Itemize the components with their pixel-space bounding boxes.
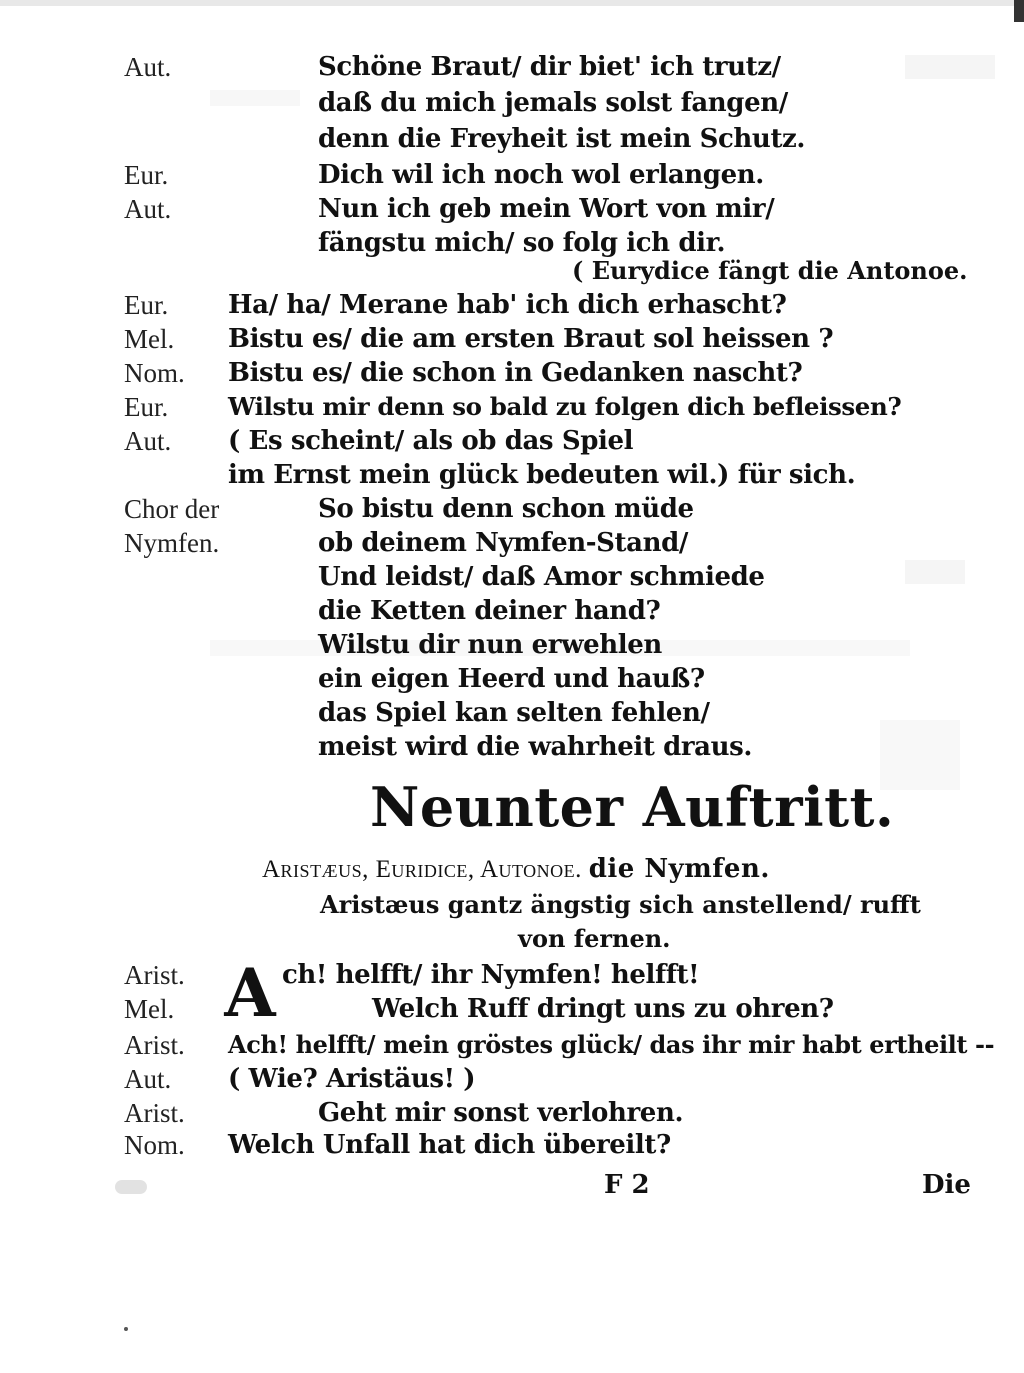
speaker: Nom. — [124, 358, 185, 388]
speaker: Aut. — [124, 52, 172, 82]
verse-text: das Spiel kan selten fehlen/ — [318, 698, 710, 728]
speaker: Eur. — [124, 290, 169, 320]
speaker: Nymfen. — [124, 528, 220, 558]
stage-direction: Aristæus gantz ängstig sich anstellend/ rufft — [320, 890, 921, 919]
verse-text: Schöne Braut/ dir biet' ich trutz/ — [318, 52, 781, 82]
drop-cap: A — [224, 954, 276, 1032]
verse-text: Welch Unfall hat dich übereilt? — [228, 1130, 671, 1160]
dialogue-line — [124, 52, 171, 83]
verse-text: Dich wil ich noch wol erlangen. — [318, 160, 764, 190]
signature-mark: F 2 — [604, 1170, 650, 1200]
verse-text: Geht mir sonst verlohren. — [318, 1098, 684, 1128]
verse-text: So bistu denn schon müde — [318, 494, 694, 524]
verse-text: ( Wie? Aristäus! ) — [228, 1064, 476, 1094]
bleed-through-mark — [905, 55, 995, 79]
cast-list — [262, 854, 770, 884]
speaker: Aut. — [124, 426, 172, 456]
verse-text: ein eigen Heerd und hauß? — [318, 664, 705, 694]
cast-names: Aristæus, Euridice, Autonoe. — [262, 856, 582, 883]
stage-direction: von fernen. — [518, 924, 671, 953]
ink-dot — [124, 1327, 128, 1331]
verse-text: meist wird die wahrheit draus. — [318, 732, 752, 762]
verse-text: Nun ich geb mein Wort von mir/ — [318, 194, 775, 224]
catchword: Die — [922, 1170, 971, 1200]
verse-text: ( Es scheint/ als ob das Spiel — [228, 426, 634, 456]
ink-smudge — [115, 1180, 147, 1194]
speaker: Nom. — [124, 1130, 185, 1160]
verse-text: ob deinem Nymfen-Stand/ — [318, 528, 688, 558]
verse-text: Ach! helfft/ mein gröstes glück/ das ihr mir habt ertheilt -- — [228, 1030, 995, 1059]
verse-text: Bistu es/ die schon in Gedanken nascht? — [228, 358, 803, 388]
verse-text: im Ernst mein glück bedeuten wil.) für sich. — [228, 460, 856, 490]
scene-title: Neunter Auftritt. — [370, 775, 895, 839]
bleed-through-mark — [210, 90, 300, 106]
verse-text: Wilstu mir denn so bald zu folgen dich befleissen? — [228, 392, 902, 421]
speaker: Arist. — [124, 960, 185, 990]
speaker: Arist. — [124, 1098, 185, 1128]
speaker: Eur. — [124, 160, 169, 190]
verse-text: ch! helfft/ ihr Nymfen! helfft! — [282, 960, 700, 990]
verse-text: Wilstu dir nun erwehlen — [318, 630, 662, 660]
stage-direction: ( Eurydice fängt die Antonoe. — [572, 256, 968, 285]
verse-text: Welch Ruff dringt uns zu ohren? — [372, 994, 834, 1024]
verse-text: denn die Freyheit ist mein Schutz. — [318, 124, 806, 154]
speaker: Chor der — [124, 494, 220, 524]
speaker: Arist. — [124, 1030, 185, 1060]
page-edge — [0, 0, 1024, 6]
verse-text: die Ketten deiner hand? — [318, 596, 661, 626]
speaker: Mel. — [124, 994, 175, 1024]
verse-text: fängstu mich/ so folg ich dir. — [318, 228, 726, 258]
speaker: Aut. — [124, 194, 172, 224]
verse-text: Bistu es/ die am ersten Braut sol heissen ? — [228, 324, 834, 354]
speaker: Mel. — [124, 324, 175, 354]
page-edge-shadow — [1014, 0, 1024, 22]
verse-text: Und leidst/ daß Amor schmiede — [318, 562, 765, 592]
speaker: Eur. — [124, 392, 169, 422]
bleed-through-mark — [905, 560, 965, 584]
verse-text: Ha/ ha/ Merane hab' ich dich erhascht? — [228, 290, 787, 320]
verse-text: daß du mich jemals solst fangen/ — [318, 88, 788, 118]
cast-suffix: die Nymfen. — [588, 854, 770, 884]
speaker: Aut. — [124, 1064, 172, 1094]
